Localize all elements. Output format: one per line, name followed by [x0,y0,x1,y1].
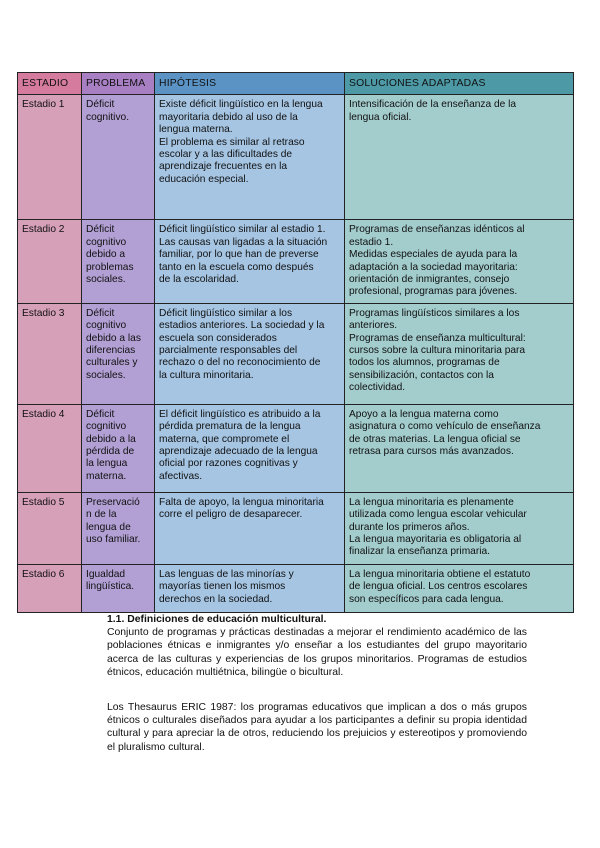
cell-soluciones: La lengua minoritaria es plenamente utilizada como lengua escolar vehicular durante los primeros años. La lengua mayoritaria es obligatoria al finalizar la enseñanza primaria. [345,492,574,564]
cell-hipotesis: Existe déficit lingüístico en la lengua mayoritaria debido al uso de la lengua materna. El problema es similar al retraso escolar y a las dificultades de aprendizaje frecuentes en la educación especial. [155,95,345,220]
cell-soluciones: Intensificación de la enseñanza de la lengua oficial. [345,95,574,220]
cell-soluciones: Programas de enseñanzas idénticos al estadio 1. Medidas especiales de ayuda para la adaptación a la sociedad mayoritaria: orientación de inmigrantes, consejo profesional, programas para jóvenes. [345,220,574,303]
table-row [18,220,574,303]
cell-estadio: Estadio 5 [18,492,82,564]
cell-soluciones: Apoyo a la lengua materna como asignatura o como vehículo de enseñanza de otras materias. La lengua oficial se retrasa para cursos más avanzados. [345,404,574,492]
table-row [18,564,574,612]
cell-problema: Preservació n de la lengua de uso familiar. [82,492,155,564]
cell-problema: Igualdad lingüística. [82,564,155,612]
section-heading: 1.1. Definiciones de educación multicultural. [107,614,327,625]
cell-hipotesis: Déficit lingüístico similar a los estadios anteriores. La sociedad y la escuela son considerados parcialmente responsables del rechazo o del no reconocimiento de la cultura minoritaria. [155,303,345,404]
cell-estadio: Estadio 1 [18,95,82,220]
table-header-row [18,73,574,95]
header-soluciones: SOLUCIONES ADAPTADAS [345,73,574,95]
header-estadio: ESTADIO [18,73,82,95]
cell-problema: Déficit cognitivo debido a la pérdida de la lengua materna. [82,404,155,492]
cell-problema: Déficit cognitivo debido a problemas sociales. [82,220,155,303]
table-row [18,95,574,220]
header-problema: PROBLEMA [82,73,155,95]
cell-soluciones: Programas lingüísticos similares a los anteriores. Programas de enseñanza multicultural: cursos sobre la cultura minoritaria para todos los alumnos, programas de sensibilización, contactos con la colectividad. [345,303,574,404]
table-row [18,492,574,564]
cell-hipotesis: Falta de apoyo, la lengua minoritaria corre el peligro de desaparecer. [155,492,345,564]
thesaurus-paragraph: Los Thesaurus ERIC 1987: los programas educativos que implican a dos o más grupos étnicos o culturales diseñados para ayudar a los participantes a definir su propia identidad cultural y para apreciar la de otros, reduciendo los prejuicios y estereotipos y promoviendo el pluralismo cultural. [107,702,527,753]
cell-estadio: Estadio 4 [18,404,82,492]
cell-estadio: Estadio 3 [18,303,82,404]
cell-hipotesis: Las lenguas de las minorías y mayorías tienen los mismos derechos en la sociedad. [155,564,345,612]
header-hipotesis: HIPÓTESIS [155,73,345,95]
cell-hipotesis: Déficit lingüístico similar al estadio 1. Las causas van ligadas a la situación familiar, por lo que han de preverse tanto en la escuela como después de la escolaridad. [155,220,345,303]
cell-soluciones: La lengua minoritaria obtiene el estatuto de lengua oficial. Los centros escolares son específicos para cada lengua. [345,564,574,612]
cell-problema: Déficit cognitivo debido a las diferencias culturales y sociales. [82,303,155,404]
cell-hipotesis: El déficit lingüístico es atribuido a la pérdida prematura de la lengua materna, que compromete el aprendizaje adecuado de la lengua oficial por razones cognitivas y afectivas. [155,404,345,492]
table-row [18,404,574,492]
definition-paragraph: Conjunto de programas y prácticas destinadas a mejorar el rendimiento académico de las poblaciones étnicas e inmigrantes y/o enseñar a los estudiantes del grupo mayoritario acerca de las culturas y experiencias de los grupos minoritarios. Programas de estudios étnicos, educación multiétnica, bilingüe o bicultural. [107,627,527,678]
cell-estadio: Estadio 2 [18,220,82,303]
cell-estadio: Estadio 6 [18,564,82,612]
cell-problema: Déficit cognitivo. [82,95,155,220]
stages-table [17,72,574,613]
table-row [18,303,574,404]
thesaurus-section [107,701,527,754]
definitions-section [107,613,527,679]
